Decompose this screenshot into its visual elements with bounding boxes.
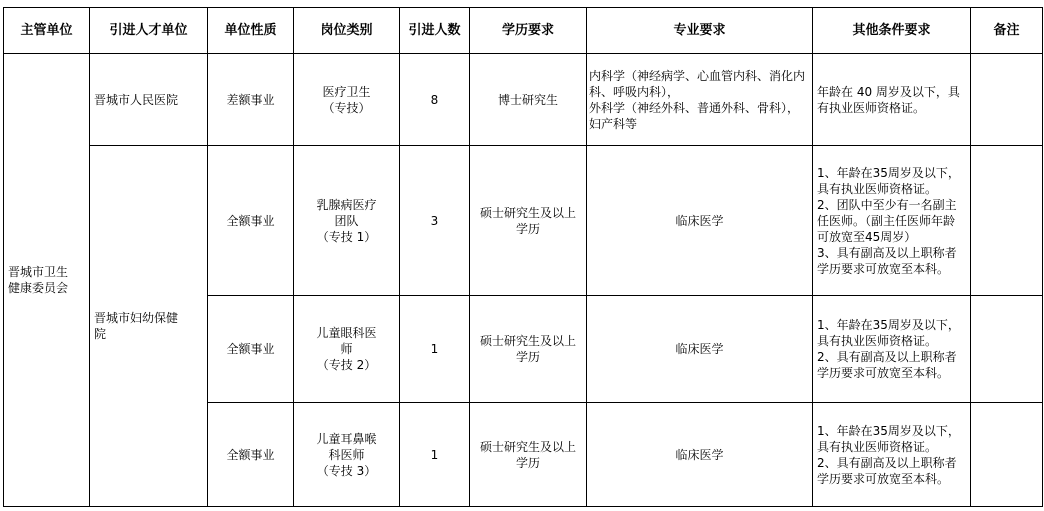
nature-cell: 全额事业 — [208, 146, 294, 296]
note-cell — [971, 296, 1043, 403]
table-row — [4, 146, 1043, 296]
education-cell: 博士研究生 — [470, 54, 587, 146]
header-note: 备注 — [971, 8, 1043, 54]
header-nature: 单位性质 — [208, 8, 294, 54]
education-cell: 硕士研究生及以上 学历 — [470, 403, 587, 507]
category-cell: 医疗卫生 （专技） — [294, 54, 400, 146]
other-cell: 1、年龄在35周岁及以下，具有执业医师资格证。 2、具有副高及以上职称者学历要求可放宽至本科。 — [813, 403, 971, 507]
other-cell: 年龄在 40 周岁及以下，具有执业医师资格证。 — [813, 54, 971, 146]
note-cell — [971, 54, 1043, 146]
education-cell: 硕士研究生及以上 学历 — [470, 296, 587, 403]
nature-cell: 全额事业 — [208, 296, 294, 403]
note-cell — [971, 146, 1043, 296]
header-unit: 引进人才单位 — [90, 8, 208, 54]
unit-cell: 晋城市妇幼保健 院 — [90, 146, 208, 507]
category-cell: 儿童耳鼻喉 科医师 （专技 3） — [294, 403, 400, 507]
other-cell: 1、年龄在35周岁及以下，具有执业医师资格证。 2、具有副高及以上职称者学历要求可放宽至本科。 — [813, 296, 971, 403]
header-education: 学历要求 — [470, 8, 587, 54]
unit-cell: 晋城市人民医院 — [90, 54, 208, 146]
category-cell: 乳腺病医疗 团队 （专技 1） — [294, 146, 400, 296]
table-row — [4, 54, 1043, 146]
other-cell: 1、年龄在35周岁及以下，具有执业医师资格证。 2、团队中至少有一名副主任医师。（副主任医师年龄可放宽至45周岁） 3、具有副高及以上职称者学历要求可放宽至本科。 — [813, 146, 971, 296]
category-cell: 儿童眼科医 师 （专技 2） — [294, 296, 400, 403]
count-cell: 3 — [400, 146, 470, 296]
header-count: 引进人数 — [400, 8, 470, 54]
recruitment-table — [3, 7, 1043, 507]
nature-cell: 全额事业 — [208, 403, 294, 507]
count-cell: 1 — [400, 403, 470, 507]
major-cell: 临床医学 — [587, 403, 813, 507]
header-category: 岗位类别 — [294, 8, 400, 54]
header-supervisor: 主管单位 — [4, 8, 90, 54]
major-cell: 临床医学 — [587, 296, 813, 403]
count-cell: 8 — [400, 54, 470, 146]
major-cell: 临床医学 — [587, 146, 813, 296]
major-cell: 内科学（神经病学、心血管内科、消化内科、呼吸内科）， 外科学（神经外科、普通外科、骨科），妇产科等 — [587, 54, 813, 146]
supervisor-cell: 晋城市卫生 健康委员会 — [4, 54, 90, 507]
nature-cell: 差额事业 — [208, 54, 294, 146]
header-other: 其他条件要求 — [813, 8, 971, 54]
header-major: 专业要求 — [587, 8, 813, 54]
note-cell — [971, 403, 1043, 507]
education-cell: 硕士研究生及以上 学历 — [470, 146, 587, 296]
count-cell: 1 — [400, 296, 470, 403]
header-row — [4, 8, 1043, 54]
